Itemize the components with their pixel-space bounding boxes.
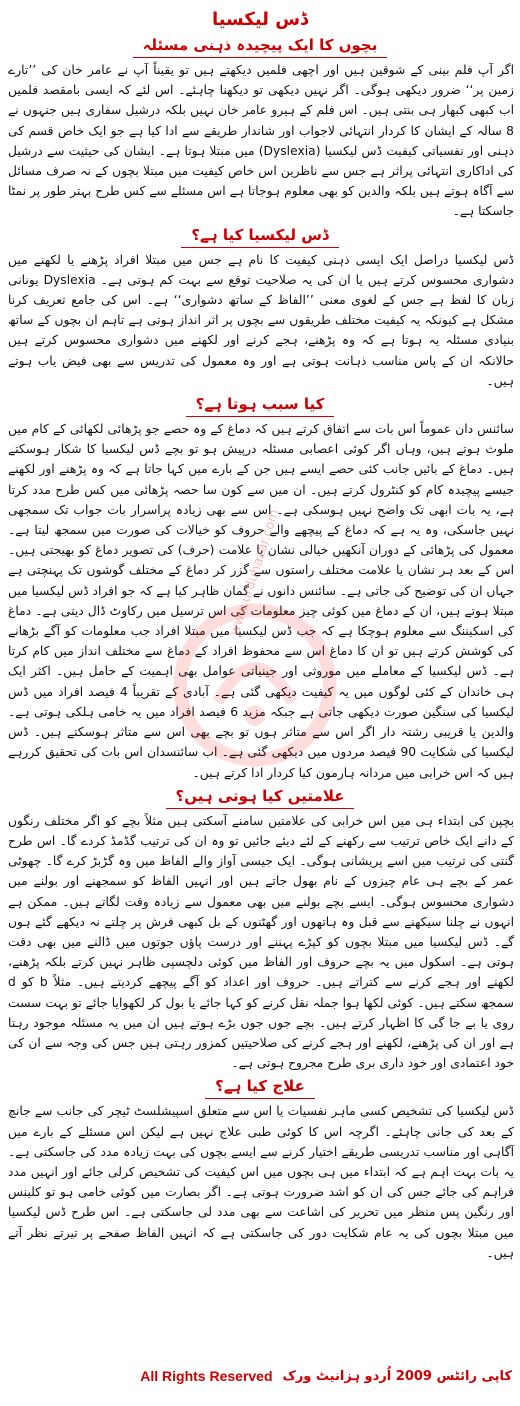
footer (8, 1368, 512, 1384)
section-heading-text: علامتیں کیا ہوتی ہیں؟ (166, 785, 355, 809)
article-title: ڈس لیکسیا (211, 9, 309, 30)
section-paragraph: سائنس دان عموماً اس بات سے اتفاق کرتے ہیں کہ دماغ کے وہ حصے جو پڑھائی لکھائی کے کام میں ملوث ہوتے ہیں، وہاں اگر کوئی اعصابی مسئلہ درپیش ہو تو بچے ڈس لیکسیا کا شکار ہوسکتے ہیں۔ دماغ کے بائیں جانب کئی حصے ایسے ہیں جن کے بارے میں کہا جاتا ہے کہ وہ پڑھنے اور لکھنے جیسے پیچیدہ کام کو کنٹرول کرتے ہیں۔ ان میں سے کون سا حصہ پڑھائی میں کس طرح مدد کرتا ہے، یہ بات ابھی تک واضح نہیں ہوسکی ہے۔ اس سے بھی زیادہ پراسرار بات جواب تک سمجھی نہیں جاسکی، وہ یہ ہے کہ دماغ کے پیچھے والے حروف کو خیالات کی صورت میں سمجھ لیتا ہے۔ معمول کی پڑھائی کے دوران آنکھیں خیالی نشان یا علامت (حرف) کی تصویر دماغ کو بھیجتی ہیں۔ اس کے بعد ہر نشان یا علامت مختلف راستوں سے گزر کر دماغ کے مختلف گوشوں تک پہنچتی ہے جہاں ان کی توضیح کی جاتی ہے۔ سائنس دانوں نے گمان ظاہر کیا ہے کہ جو افراد ڈس لیکسیا میں مبتلا ہوتے ہیں، ان کے دماغ میں کوئی چیز معلومات کی اس ترسیل میں رکاوٹ ڈال دیتی ہے۔ دماغ کی اسکیننگ سے معلوم ہوچکا ہے کہ جب ڈس لیکسیا میں مبتلا افراد جب معلومات کو آگے بڑھانے کی کوشش کرتے ہیں تو ان کا دماغ اس سے محفوظ افراد کے دماغ سے مختلف انداز میں کام کرتا ہے۔ ڈس لیکسیا کے معاملے میں موروثی اور جینیاتی عوامل بھی اہمیت کے حامل ہیں۔ اکثر ایک ہی خاندان کے کئی لوگوں میں یہ کیفیت دیکھی گئی ہے۔ آبادی کے تقریباً 4 فیصد افراد میں ڈس لیکسیا کی سنگین صورت دیکھی جاتی ہے جبکہ مزید 6 فیصد افراد میں یہ خامی ہلکی ہوتی ہے۔ والدین یا قریبی رشتہ دار اگر اس سے متاثر ہوں تو بچے بھی اس سے متاثر ہوسکتے ہیں۔ ڈس لیکسیا کی شکایت 90 فیصد مردوں میں دیکھی گئی ہے۔ اب سائنسدان اس بات کی تحقیق کررہے ہیں کہ اس خرابی میں مردانہ ہارمون کیا کردار ادا کرتے ہیں۔ (8, 422, 514, 780)
section-paragraph: بچپن کی ابتداء ہی میں اس خرابی کی علامتیں سامنے آسکتی ہیں مثلاً بچے کو اگر مختلف رنگوں کے دانے ایک خاص ترتیب سے رکھنے کے لئے دیئے جائیں تو وہ ان کی ترتیب گڈمڈ کردے گا۔ اس طرح گنتی کی ترتیب میں اسے پریشانی ہوگی۔ ایک جیسی آواز والے الفاظ میں وہ گڑبڑ کرے گا۔ چھوٹی عمر کے بچے ہی عام چیزوں کے نام بھول جاتے ہیں اور انہیں الفاظ کو سمجھنے اور بولنے میں دشواری محسوس ہوگی۔ ایسے بچے بولنے میں بھی معمول سے زیادہ وقت لگاتے ہیں۔ ممکن ہے انہوں نے چلنا سیکھنے سے قبل وہ ہاتھوں اور گھٹنوں کے بل کبھی فرش پر چلتے نہ دیکھے گئے ہوں گے۔ ڈس لیکسیا میں مبتلا بچوں کو کپڑے پہننے اور درست پاؤں جوتوں میں ڈالنے میں بھی دقت ہوتی ہے۔ اسکول میں یہ بچے حروف اور الفاظ میں کوئی دلچسپی ظاہر نہیں کرتے بلکہ پڑھنے، لکھنے اور ہجے کرنے سے کتراتے ہیں۔ حروف اور اعداد کو آگے پیچھے کردیتے ہیں۔ مثلاً b کو d سمجھ سکتے ہیں۔ کوئی لکھا ہوا جملہ نقل کرنے کو کہا جائے یا بول کر لکھوایا جائے تو بہت سست روی یا بے جا گی کا اظہار کرتے ہیں۔ بچے جوں جوں بڑے ہوتے ہیں ان میں یہ مسئلہ موجود رہتا ہے اور ان کی پڑھنے، لکھنے اور ہجے کرنے کی صلاحیتیں کمزور رہتی ہیں جس کی وجہ سے ان کی خود اعتمادی اور خود داری بری طرح مجروح ہوتی ہے۔ (8, 813, 514, 1071)
section-heading (0, 34, 520, 58)
section-heading-text: علاج کیا ہے؟ (205, 1075, 315, 1099)
section-paragraph: اگر آپ فلم بینی کے شوقین ہیں اور اچھی فلمیں دیکھتے ہیں تو یقیناً آپ نے عامر خان کی ’’تارے زمین پر‘‘ ضرور دیکھی ہوگی۔ اگر نہیں دیکھی تو دیکھنا چاہئے۔ اس لئے کہ ایسی بامقصد فلمیں اب کبھی کبھار ہی بنتی ہیں۔ اس فلم کے ہیرو عامر خان نہیں بلکہ درشیل سفاری ہیں جنہوں نے 8 سالہ کے ایشان کا کردار انتہائی لاجواب اور شاندار طریقے سے ادا کیا ہے جو ایک خاص قسم کی ذہنی اور نفسیاتی کیفیت ڈس لیکسیا (Dyslexia) میں مبتلا ہوتا ہے۔ ایشان کی حیثیت سے درشیل کی اداکاری انتہائی پراثر ہے جس سے ناظرین اس خاص کیفیت میں مبتلا بچوں کے نہ صرف مسائل سے آگاہ ہوتے ہیں بلکہ والدین کو بھی معلوم ہوجاتا ہے اس مسئلے سے کس طرح بہتر طور پر نمٹا جاسکتا ہے۔ (8, 63, 514, 219)
section-heading-text: ڈس لیکسیا کیا ہے؟ (181, 224, 338, 248)
section-heading (0, 224, 520, 248)
rights-notice: All Rights Reserved (140, 1368, 273, 1384)
section-heading (0, 393, 520, 417)
section-paragraph: ڈس لیکسیا کی تشخیص کسی ماہر نفسیات یا اس سے متعلق اسپیشلسٹ ٹیچر کی جانب سے جانچ کے بعد کی جانی چاہئے۔ اگرچہ اس کا کوئی طبی علاج نہیں ہے لیکن اس مسئلے کے بارے میں آگاہی اور مناسب تدریسی طریقے اختیار کرنے سے ایسے بچوں کی بہت زیادہ مدد کی جاسکتی ہے۔ یہ بات بہت اہم ہے کہ ابتداء میں ہی بچوں میں اس کیفیت کی تشخیص کرلی جائے اور انہیں مدد فراہم کی جائے جس کی ان کو اشد ضرورت ہوتی ہے۔ اگر بصارت میں کوئی خامی ہو تو کلینس اور رنگین پس منظر میں تحریر کی اشاعت سے بھی مدد لی جاسکتی ہے۔ اس طرح ڈس لیکسیا میں مبتلا بچوں کی یہ عام شکایت دور کی جاسکتی ہے کہ انہیں الفاظ صفحے پر تیرتے نظر آتے ہیں۔ (8, 1104, 514, 1260)
copyright-notice: کاپی رائٹس 2009 اُردو ہزانیٹ ورک (282, 1368, 512, 1384)
section-paragraph: ڈس لیکسیا دراصل ایک ایسی ذہنی کیفیت کا نام ہے جس میں مبتلا افراد پڑھنے یا لکھنے میں دشواری محسوس کرتے ہیں یا ان کی یہ صلاحیت توقع سے بہت کم ہوتی ہے۔ Dyslexia یونانی زبان کا لفظ ہے جس کے لغوی معنی ’’الفاظ کے ساتھ دشواری‘‘ ہے۔ اس کی جامع تعریف کرنا مشکل ہے کیونکہ یہ کیفیت مختلف طریقوں سے بچوں پر اثر انداز ہوتی ہے تاہم ان بچوں کے ساتھ بنیادی مسئلہ یہ ہوتا ہے کہ وہ پڑھنے، ہجے کرنے اور لکھنے میں دشواری محسوس کرتے ہیں حالانکہ ان کے پاس مناسب ذہانت ہوتی ہے اور وہ معمول کی تدریس سے بھی فیض یاب ہوتے ہیں۔ (8, 252, 515, 388)
watermark-url: www.urduhazar.com (227, 507, 283, 638)
section-heading-text: بچوں کا ایک پیچیدہ ذہنی مسئلہ (133, 34, 388, 58)
section-heading-text: کیا سبب ہوتا ہے؟ (186, 393, 335, 417)
section-heading (0, 785, 520, 809)
section-heading (0, 1075, 520, 1099)
